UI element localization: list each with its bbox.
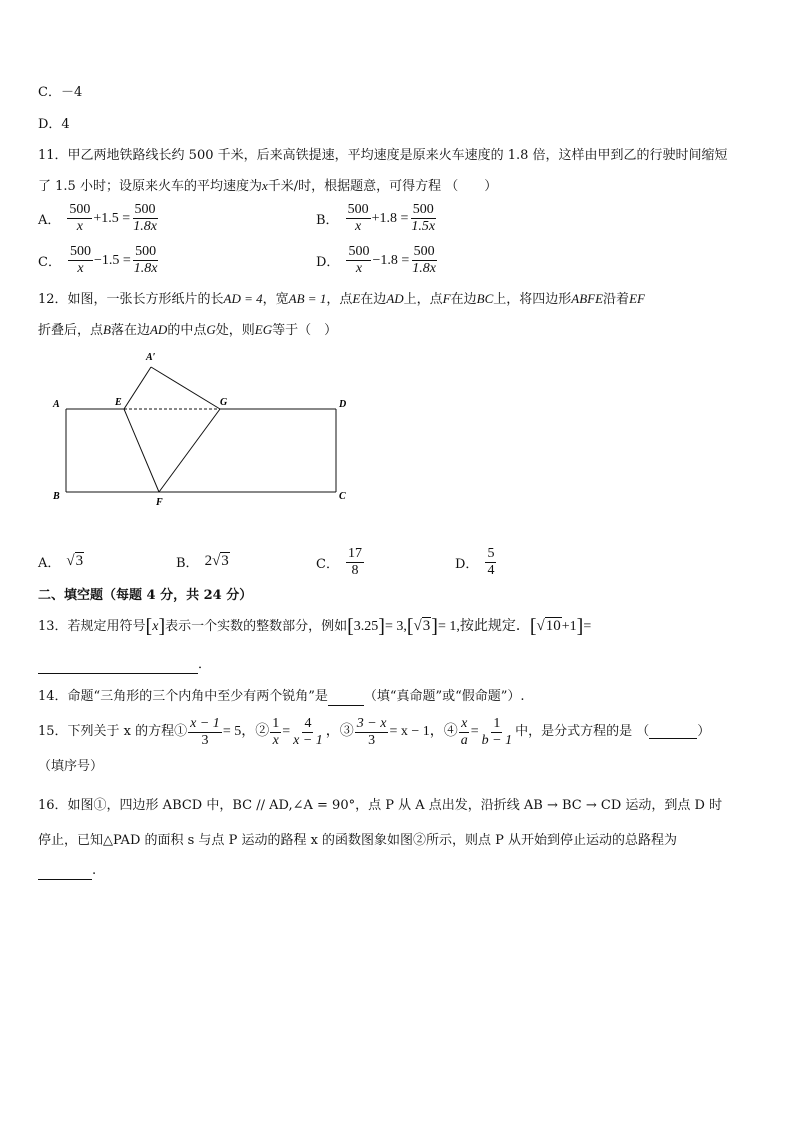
fraction: $\frac{3 - x}{3}$ (356, 715, 387, 748)
fraction: $\frac{1}{x}$ (272, 715, 280, 748)
q15-note: （填序号） (38, 759, 104, 774)
fraction: $\frac{4}{x - 1}$ (293, 715, 323, 748)
q13-answer-line: ． (38, 656, 211, 674)
q12-text-line2: 折叠后，点B落在边AD的中点G处，则EG等于（ ） (38, 322, 338, 338)
answer-blank[interactable] (38, 865, 92, 880)
rectangle-abcd (66, 409, 336, 492)
label-a: A (53, 399, 60, 410)
fraction: $\frac{500}{x}$ (69, 202, 91, 234)
q11-option-b: B． $\frac{500}{x}$ +1.8 = $\frac{500}{1.5x}$ (316, 202, 436, 234)
q16-text-line2: 停止，已知△PAD 的面积 s 与点 P 运动的路程 x 的函数图象如图②所示，则点 P 从开始到停止运动的总路程为 (38, 833, 678, 848)
answer-blank[interactable] (38, 659, 198, 674)
q12-option-a: A． √3 (38, 553, 84, 571)
fraction: $\frac{500}{1.8x}$ (133, 244, 158, 276)
fraction: $\frac{5}{4}$ (487, 546, 495, 578)
label-b: B (53, 491, 60, 502)
label-a-prime: A′ (146, 352, 156, 363)
q13-text: 13．若规定用符号[x]表示一个实数的整数部分，例如[3.25]= 3,[√3]= 1,按此规定．[√10+1]= (38, 615, 592, 638)
fraction: $\frac{500}{x}$ (348, 244, 370, 276)
edge-e-a-prime (124, 367, 151, 409)
q11-option-a: A． $\frac{500}{x}$ +1.5 = $\frac{500}{1.8x}$ (38, 202, 157, 234)
label-e: E (115, 397, 122, 408)
q14-text: 14．命题“三角形的三个内角中至少有两个锐角”是 （填“真命题”或“假命题”）. (38, 689, 525, 704)
q12-text-line1: 12．如图，一张长方形纸片的长AD = 4，宽AB = 1，点E在边AD上，点F在边BC上，将四边形ABFE沿着EF (38, 291, 645, 307)
q10-option-c: C．－4 (38, 85, 83, 100)
sqrt-expression: √3 (66, 553, 84, 569)
label-g: G (220, 397, 228, 408)
q12-option-c: C． $\frac{17}{8}$ (316, 546, 362, 578)
label-f: F (156, 497, 163, 508)
edge-g-f (159, 409, 220, 492)
q12-option-d: D． $\frac{5}{4}$ (455, 546, 495, 578)
q11-text-line1: 11．甲乙两地铁路线长约 500 千米，后来高铁提速，平均速度是原来火车速度的 1.8 倍，这样由甲到乙的行驶时间缩短 (38, 148, 728, 163)
section-heading-fill-blank: 二、填空题（每题 4 分，共 24 分） (38, 588, 253, 603)
q11-option-d: D． $\frac{500}{x}$ −1.8 = $\frac{500}{1.8x}$ (316, 244, 436, 276)
q16-text-line1: 16．如图①，四边形 ABCD 中，BC // AD,∠A = 90°，点 P 从 A 点出发，沿折线 AB → BC → CD 运动，到点 D 时 (38, 798, 723, 813)
fraction: $\frac{500}{1.8x}$ (412, 244, 436, 276)
fraction: $\frac{x}{a}$ (460, 715, 468, 748)
folded-quadrilateral (124, 367, 220, 492)
fraction: $\frac{500}{1.5x}$ (411, 202, 436, 234)
fraction: $\frac{17}{8}$ (347, 546, 362, 578)
answer-blank[interactable] (649, 726, 697, 739)
fraction: $\frac{x - 1}{3}$ (190, 715, 220, 748)
fraction: $\frac{500}{x}$ (69, 244, 91, 276)
fraction: $\frac{500}{1.8x}$ (133, 202, 157, 234)
answer-blank[interactable] (328, 691, 364, 706)
fraction: $\frac{500}{x}$ (347, 202, 369, 234)
q11-text-line2: 了 1.5 小时；设原来火车的平均速度为x千米/时，根据题意，可得方程 （ ） (38, 178, 498, 194)
q16-answer-line: . (38, 862, 96, 880)
var-x: x (261, 178, 268, 193)
q12-option-b: B． 2√3 (176, 553, 229, 571)
edge-a-prime-g (151, 367, 220, 409)
q10-option-d: D．4 (38, 117, 70, 132)
edge-e-f (124, 409, 159, 492)
label-c: C (339, 491, 346, 502)
label-d: D (339, 399, 347, 410)
fraction: $\frac{1}{b - 1}$ (481, 715, 513, 748)
sqrt-expression: 2√3 (204, 553, 229, 569)
q11-option-c: C． $\frac{500}{x}$ −1.5 = $\frac{500}{1.8x}$ (38, 244, 158, 276)
q15-text: 15．下列关于 x 的方程① $\frac{x - 1}{3}$ = 5，② $\frac{1}{x}$ = $\frac{4}{x - 1}$ ，③ $\frac{3 - x}{3}$ = x − 1，④ $\frac{x}{a}$ = $\frac{1}{b - 1}$ 中，是分式方程的是 （ ） (38, 715, 711, 748)
